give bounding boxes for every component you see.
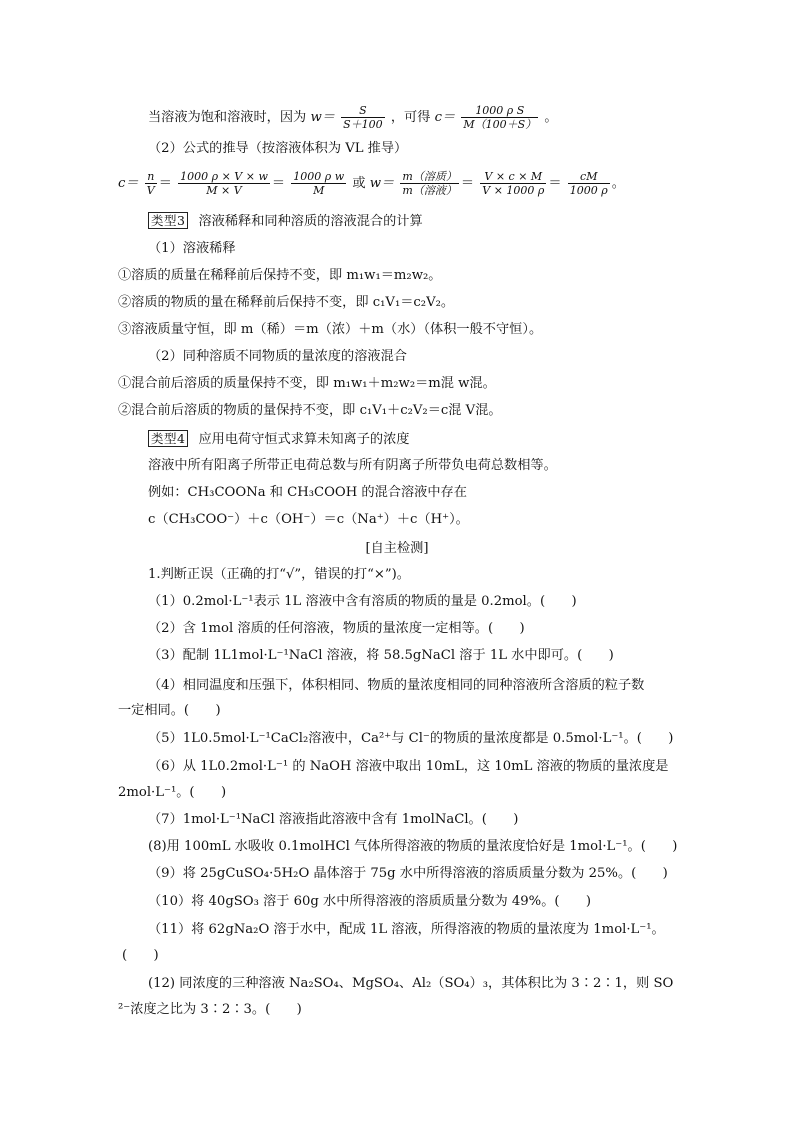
list-item: (8)用 100mL 水吸收 0.1molHCl 气体所得溶液的物质的量浓度恰好是 1mol·L⁻¹。( ) — [148, 839, 678, 854]
type4-heading — [148, 430, 409, 449]
type3-title: 溶液稀释和同种溶质的溶液混合的计算 — [198, 214, 423, 229]
fraction-d: $\frac{\text{m（溶质）}}{\text{m（溶液）}}$ — [402, 170, 457, 197]
list-item: （9）将 25gCuSO₄·5H₂O 晶体溶于 75g 水中所得溶液的溶质质量分数为 25%。( ) — [148, 866, 668, 881]
type4-tag: 类型4 — [148, 430, 188, 447]
section2-title: （2）公式的推导（按溶液体积为 VL 推导） — [148, 141, 408, 156]
fraction-f: $\frac{cM}{1000 \rho}$ — [569, 170, 608, 197]
list-item-continued: ( ) — [122, 948, 159, 963]
saturated-formula-line: 当溶液为饱和溶液时，因为 w＝ $\frac{S}{S+100}$ ，可得 c＝ $\frac{\text{1000 ρ S}}{M(100+S)}$ 。 — [148, 104, 558, 131]
list-item: （11）将 62gNa₂O 溶于水中，配成 1L 溶液，所得溶液的物质的量浓度为 1mol·L⁻¹。 — [148, 922, 665, 937]
list-item-continued: 2mol·L⁻¹。( ) — [118, 785, 227, 800]
fraction-c: $\frac{\text{1000 ρ w}}{M}$ — [293, 170, 345, 197]
question-intro: 1.判断正误（正确的打“√”，错误的打“×”)。 — [148, 567, 410, 582]
type4-line3: c（CH₃COO⁻）＋c（OH⁻）＝c（Na⁺）＋c（H⁺）。 — [148, 512, 469, 527]
type4-line2: 例如：CH₃COONa 和 CH₃COOH 的混合溶液中存在 — [148, 485, 467, 500]
list-item: (12) 同浓度的三种溶液 Na₂SO₄、MgSO₄、Al₂（SO₄）₃，其体积比为 3∶2∶1，则 SO — [148, 976, 674, 991]
list-item-continued: ²⁻浓度之比为 3∶2∶3。( ) — [118, 1002, 302, 1017]
formula1-c: c＝ — [434, 110, 456, 125]
fraction-n-over-v: $\frac{n}{V}$ — [146, 170, 155, 197]
list-item: （6）从 1L0.2mol·L⁻¹ 的 NaOH 溶液中取出 10mL，这 10mL 溶液的物质的量浓度是 — [148, 759, 669, 774]
list-item: （1）0.2mol·L⁻¹表示 1L 溶液中含有溶质的物质的量是 0.2mol。( ) — [148, 594, 577, 609]
type3-line1: ①溶质的质量在稀释前后保持不变，即 m₁w₁＝m₂w₂。 — [118, 268, 442, 283]
type3-sub2: （2）同种溶质不同物质的量浓度的溶液混合 — [148, 349, 407, 364]
list-item: （10）将 40gSO₃ 溶于 60g 水中所得溶液的溶质质量分数为 49%。( ) — [148, 894, 592, 909]
list-item: （2）含 1mol 溶质的任何溶液，物质的量浓度一定相等。( ) — [148, 621, 525, 636]
type3-line3: ③溶液质量守恒，即 m（稀）＝m（浓）＋m（水）（体积一般不守恒）。 — [118, 322, 543, 337]
fraction-s-over-s100: $\frac{S}{S+100}$ — [343, 104, 383, 131]
type3-tag: 类型3 — [148, 212, 188, 229]
list-item: （7）1mol·L⁻¹NaCl 溶液指此溶液中含有 1molNaCl。( ) — [148, 812, 519, 827]
derivation-formula-line: c＝ $\frac{n}{V}$ ＝ $\frac{1000 \rho \times V \times w}{M \times V}$ ＝ $\frac{\text{1000 ρ w}}{M}$ 或 w＝ $\frac{\text{m（溶质）}}{\text{m（溶液）}}$ ＝ $\frac{V \times c \times M}{V \times 1000 \rho}$ ＝ $\frac{cM}{1000 \rho}$ 。 — [118, 170, 625, 197]
type3-heading — [148, 212, 423, 231]
list-item: （3）配制 1L1mol·L⁻¹NaCl 溶液，将 58.5gNaCl 溶于 1L 水中即可。( ) — [148, 648, 614, 663]
list-item-continued: 一定相同。( ) — [118, 703, 221, 718]
type3-line2: ②溶质的物质的量在稀释前后保持不变，即 c₁V₁＝c₂V₂。 — [118, 295, 455, 310]
formula1-mid: ，可得 — [390, 110, 431, 125]
formula1-w: w＝ — [310, 110, 335, 125]
fraction-1000ps: $\frac{\text{1000 ρ S}}{M(100+S)}$ — [463, 104, 537, 131]
type3-sub1: （1）溶液稀释 — [148, 241, 236, 256]
type3-line4: ①混合前后溶质的质量保持不变，即 m₁w₁＋m₂w₂＝m混 w混。 — [118, 376, 496, 391]
type4-line1: 溶液中所有阳离子所带正电荷总数与所有阴离子所带负电荷总数相等。 — [148, 458, 557, 473]
self-check-heading: [自主检测] — [365, 541, 429, 556]
fraction-e: $\frac{V \times c \times M}{V \times 1000 \rho}$ — [482, 170, 545, 197]
type4-title: 应用电荷守恒式求算未知离子的浓度 — [198, 432, 410, 447]
list-item: （5）1L0.5mol·L⁻¹CaCl₂溶液中，Ca²⁺与 Cl⁻的物质的量浓度都是 0.5mol·L⁻¹。( ) — [148, 731, 674, 746]
fraction-b: $\frac{1000 \rho \times V \times w}{M \times V}$ — [180, 170, 268, 197]
type3-line5: ②混合前后溶质的物质的量保持不变，即 c₁V₁＋c₂V₂＝c混 V混。 — [118, 403, 502, 418]
list-item: （4）相同温度和压强下，体积相同、物质的量浓度相同的同种溶液所含溶质的粒子数 — [148, 678, 645, 693]
formula1-prefix: 当溶液为饱和溶液时，因为 — [148, 110, 307, 125]
